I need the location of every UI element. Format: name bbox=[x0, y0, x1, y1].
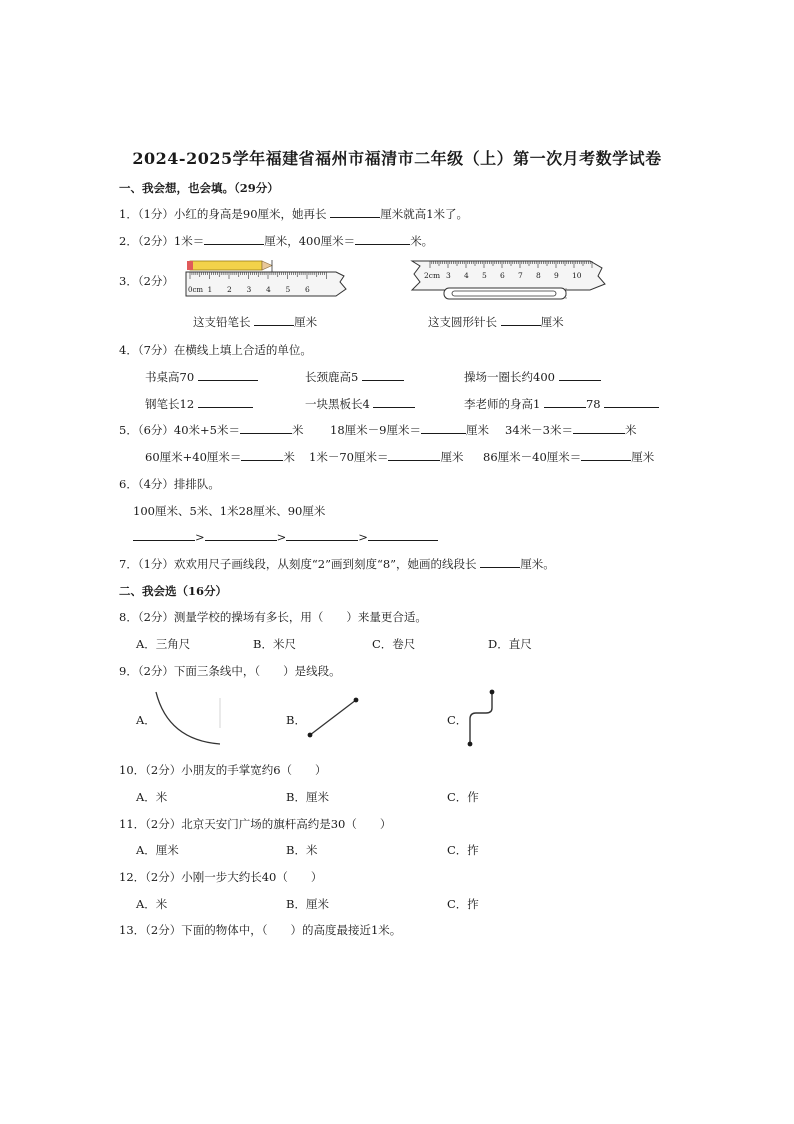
answer-blank[interactable] bbox=[368, 529, 438, 541]
question-8 bbox=[119, 609, 427, 625]
q4-item: 书桌高70 bbox=[145, 369, 258, 385]
ruler-tick-label: 6 bbox=[500, 271, 505, 280]
question-text: 厘米，400厘米＝ bbox=[264, 234, 356, 248]
section-heading-1: 一、我会想，也会填。（29分） bbox=[119, 181, 279, 195]
answer-blank[interactable] bbox=[355, 233, 410, 245]
question-number: 3． bbox=[119, 274, 138, 288]
q4-item: 操场一圈长约400 bbox=[464, 369, 601, 385]
answer-blank[interactable] bbox=[286, 529, 358, 541]
answer-blank[interactable] bbox=[604, 396, 659, 408]
question-number: 2． bbox=[119, 234, 138, 248]
answer-blank[interactable] bbox=[330, 206, 380, 218]
ruler-tick-label: 3 bbox=[246, 285, 252, 294]
question-10 bbox=[119, 762, 327, 778]
question-text: 北京天安门广场的旗杆高约是30（ ） bbox=[181, 817, 392, 831]
question-text: 下面三条线中，（ ）是线段。 bbox=[173, 664, 341, 678]
question-text: 小朋友的手掌宽约6（ ） bbox=[181, 763, 327, 777]
q6-answer-row: > > > bbox=[133, 529, 438, 544]
question-number: 4． bbox=[119, 343, 138, 357]
option-a[interactable]: A．米 bbox=[136, 790, 168, 804]
answer-blank[interactable] bbox=[480, 556, 520, 568]
question-number: 6． bbox=[119, 477, 138, 491]
question-5-expr: 18厘米－9厘米＝ 厘米 bbox=[330, 423, 489, 437]
question-7: 7．（1分）欢欢用尺子画线段，从刻度“2”画到刻度“8”，她画的线段长 厘米。 bbox=[119, 557, 555, 571]
option-c[interactable]: C．拃 bbox=[447, 843, 479, 857]
bent-line-icon bbox=[462, 686, 502, 750]
question-text: 排排队。 bbox=[173, 477, 220, 491]
option-c[interactable]: C．卷尺 bbox=[372, 637, 416, 651]
question-number: 9． bbox=[119, 664, 138, 678]
ruler-tick-label: 4 bbox=[266, 285, 271, 294]
ruler-caption-2: 这支圆形针长 厘米 bbox=[428, 315, 564, 329]
question-score: （7分） bbox=[137, 343, 174, 357]
question-number: 13． bbox=[119, 923, 146, 937]
question-number: 8． bbox=[119, 610, 138, 624]
option-a[interactable]: A． bbox=[136, 713, 156, 727]
option-c[interactable]: C．拃 bbox=[447, 897, 479, 911]
q4-item: 钢笔长12 bbox=[145, 396, 253, 412]
question-5-row-1: 5．（6分）40米+5米＝ 米 bbox=[119, 423, 304, 437]
question-text: 厘米就高1米了。 bbox=[380, 207, 469, 221]
answer-blank[interactable] bbox=[133, 529, 195, 541]
question-number: 12． bbox=[119, 870, 146, 884]
question-score: （2分） bbox=[145, 923, 182, 937]
question-text: 小刚一步大约长40（ ） bbox=[181, 870, 323, 884]
question-score: （2分） bbox=[137, 274, 174, 288]
option-c[interactable]: C．作 bbox=[447, 790, 479, 804]
question-text: 测量学校的操场有多长，用（ ）来量更合适。 bbox=[173, 610, 427, 624]
question-number: 10． bbox=[119, 763, 146, 777]
question-score: （4分） bbox=[137, 477, 174, 491]
question-number: 11． bbox=[119, 817, 146, 831]
ruler-tick-label: 10 bbox=[572, 271, 582, 280]
option-b[interactable]: B．厘米 bbox=[286, 897, 329, 911]
ruler-tick-label: 7 bbox=[518, 271, 523, 280]
question-number: 7． bbox=[119, 557, 138, 571]
ruler-tick-label: 8 bbox=[536, 271, 541, 280]
question-5-expr: 86厘米－40厘米＝ 厘米 bbox=[483, 450, 655, 464]
q4-item: 一块黑板长4 bbox=[305, 396, 415, 412]
option-b[interactable]: B．米尺 bbox=[253, 637, 296, 651]
answer-blank[interactable] bbox=[362, 369, 404, 381]
question-score: （1分） bbox=[137, 207, 174, 221]
question-text: 欢欢用尺子画线段，从刻度“2”画到刻度“8”，她画的线段长 bbox=[173, 557, 477, 571]
ruler-pencil-figure bbox=[184, 256, 354, 302]
question-number: 5． bbox=[119, 423, 138, 437]
question-5-expr: 60厘米+40厘米＝ 米 bbox=[145, 450, 295, 464]
answer-blank[interactable] bbox=[254, 314, 294, 326]
question-score: （2分） bbox=[145, 870, 182, 884]
answer-blank[interactable] bbox=[205, 529, 277, 541]
ruler-unit-label: 0cm bbox=[188, 286, 204, 294]
page-title: 2024-2025学年福建省福州市福清市二年级（上）第一次月考数学试卷 bbox=[132, 149, 662, 168]
ruler-tick-label: 3 bbox=[446, 271, 451, 280]
answer-blank[interactable] bbox=[241, 449, 283, 461]
section-heading-2: 二、我会选（16分） bbox=[119, 584, 228, 598]
curve-line-icon bbox=[150, 688, 225, 748]
question-text: 在横线上填上合适的单位。 bbox=[173, 343, 312, 357]
question-text: 1米＝ bbox=[173, 234, 205, 248]
answer-blank[interactable] bbox=[573, 422, 625, 434]
question-1 bbox=[119, 206, 468, 222]
option-b[interactable]: B．厘米 bbox=[286, 790, 329, 804]
question-5-expr: 1米－70厘米＝ 厘米 bbox=[309, 450, 464, 464]
question-text: 小红的身高是90厘米，她再长 bbox=[173, 207, 327, 221]
q6-list: 100厘米、5米、1米28厘米、90厘米 bbox=[133, 504, 326, 518]
answer-blank[interactable] bbox=[421, 422, 466, 434]
option-a[interactable]: A．三角尺 bbox=[136, 637, 191, 651]
ruler-tick-label: 9 bbox=[554, 271, 559, 280]
ruler-tick-label: 6 bbox=[305, 285, 310, 294]
answer-blank[interactable] bbox=[581, 449, 631, 461]
question-3-label bbox=[119, 273, 174, 289]
option-a[interactable]: A．米 bbox=[136, 897, 168, 911]
question-score: （2分） bbox=[145, 763, 182, 777]
option-b[interactable]: B．米 bbox=[286, 843, 318, 857]
answer-blank[interactable] bbox=[501, 314, 541, 326]
answer-blank[interactable] bbox=[388, 449, 440, 461]
answer-blank[interactable] bbox=[204, 233, 264, 245]
question-11 bbox=[119, 816, 391, 832]
answer-blank[interactable] bbox=[240, 422, 292, 434]
answer-blank[interactable] bbox=[559, 369, 601, 381]
question-2 bbox=[119, 233, 433, 249]
line-segment-icon bbox=[303, 694, 365, 740]
question-6 bbox=[119, 476, 220, 492]
ruler-pin-figure bbox=[410, 256, 610, 306]
ruler-tick-label: 2 bbox=[227, 285, 232, 294]
question-5-expr: 34米－3米＝ 米 bbox=[505, 423, 637, 437]
ruler-tick-label: 5 bbox=[285, 285, 291, 294]
pencil-icon bbox=[190, 261, 262, 270]
q4-item: 李老师的身高1 78 bbox=[464, 396, 659, 412]
option-b[interactable]: B． bbox=[286, 713, 306, 727]
option-a[interactable]: A．厘米 bbox=[136, 843, 179, 857]
question-text: 下面的物体中，（ ）的高度最接近1米。 bbox=[181, 923, 402, 937]
question-text: 米。 bbox=[410, 234, 434, 248]
question-score: （2分） bbox=[137, 610, 174, 624]
question-score: （2分） bbox=[137, 234, 174, 248]
question-13 bbox=[119, 922, 401, 938]
ruler-tick-label: 5 bbox=[482, 271, 487, 280]
ruler-unit-label: 2cm bbox=[424, 271, 441, 280]
ruler-tick-label: 4 bbox=[464, 271, 469, 280]
question-score: （2分） bbox=[145, 817, 182, 831]
question-12 bbox=[119, 869, 322, 885]
question-score: （6分） bbox=[137, 423, 174, 437]
question-score: （1分） bbox=[137, 557, 174, 571]
answer-blank[interactable] bbox=[198, 396, 253, 408]
answer-blank[interactable] bbox=[198, 369, 258, 381]
ruler-tick-label: 1 bbox=[207, 285, 213, 294]
question-score: （2分） bbox=[137, 664, 174, 678]
option-c[interactable]: C． bbox=[447, 713, 468, 727]
q4-item: 长颈鹿高5 bbox=[305, 369, 404, 385]
option-d[interactable]: D．直尺 bbox=[488, 637, 532, 651]
question-4 bbox=[119, 342, 312, 358]
pin-icon bbox=[444, 288, 566, 299]
question-number: 1． bbox=[119, 207, 138, 221]
question-9 bbox=[119, 663, 341, 679]
answer-blank[interactable] bbox=[544, 396, 586, 408]
ruler-caption-1: 这支铅笔长 厘米 bbox=[193, 315, 318, 329]
answer-blank[interactable] bbox=[373, 396, 415, 408]
